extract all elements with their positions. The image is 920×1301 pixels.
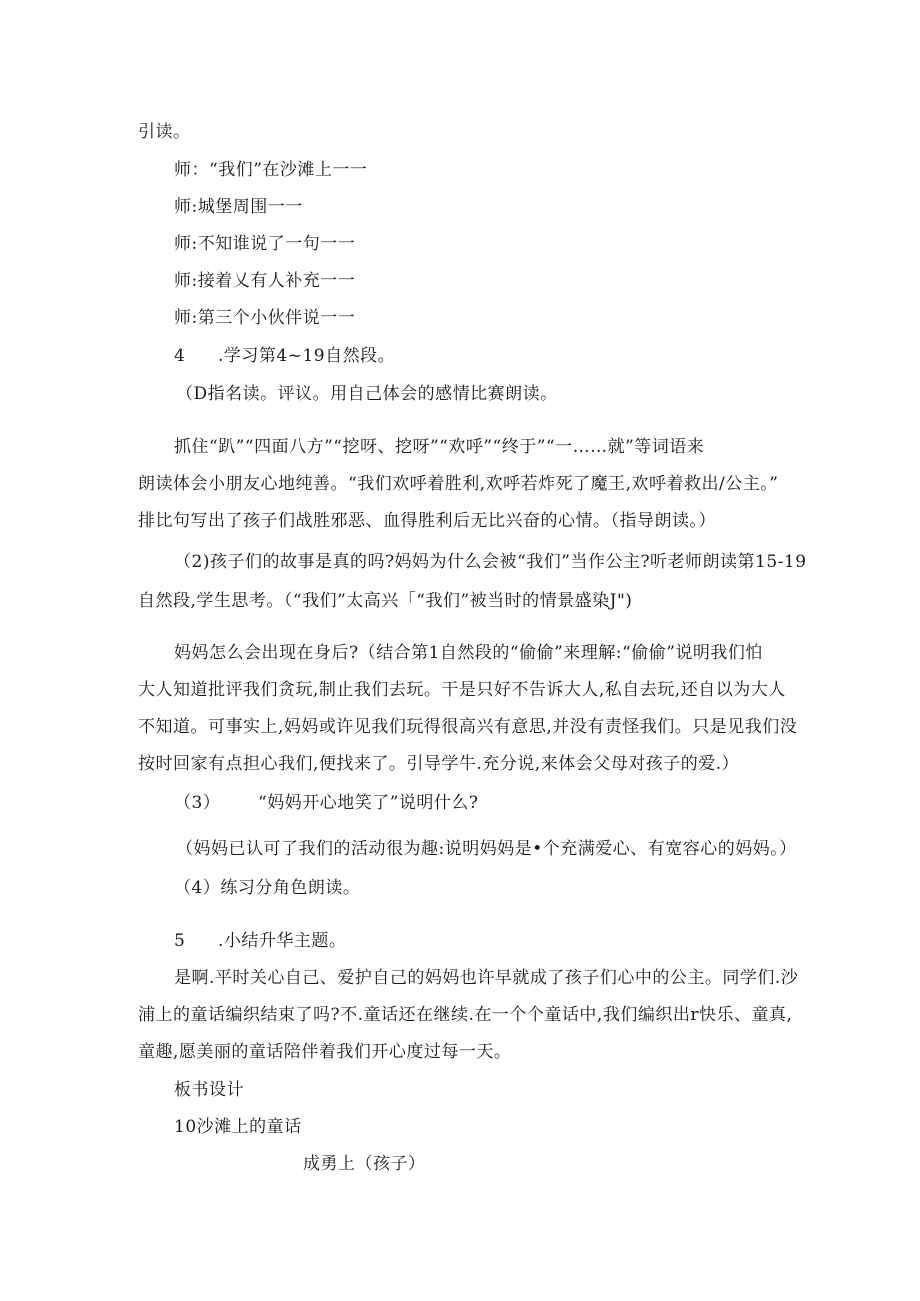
section-title: .学习第4~19自然段。 [218, 346, 396, 366]
paragraph-line: 排比句写出了孩子们战胜邪恶、血得胜利后无比兴奋的心情。（指导朗读。） [138, 511, 716, 531]
text-line: （妈妈已认可了我们的活动很为趣:说明妈妈是•个充满爱心、有宽容心的妈妈。） [176, 839, 797, 859]
text-line: 引读。 [138, 122, 191, 142]
paragraph-line: 朗读体会小朋友心地纯善。“我们欢呼着胜利,欢呼若炸死了魔王,欢呼着救出/公主。” [138, 474, 779, 494]
paragraph-line: 抓住“趴”“四面八方”“挖呀、挖呀”“欢呼”“终于”“一……就”等词语来 [174, 437, 705, 457]
text-line: 师:接着乂有人补充一一 [174, 271, 356, 291]
board-design-heading: 板书设计 [174, 1080, 244, 1100]
text-line: （D指名读。评议。用自己体会的感情比赛朗读。 [176, 384, 558, 404]
paragraph-line: 自然段,学生思考。（“我们”太高兴「“我们”被当时的情景盛染J") [138, 591, 633, 611]
section-heading [174, 930, 346, 952]
question-number: （3） [174, 793, 221, 813]
section-number: 5 [174, 931, 186, 951]
question-text: “妈妈开心地笑了”说明什么? [258, 793, 479, 813]
board-item: 成勇上（孩子） [303, 1154, 426, 1174]
text-line: 师：“我们”在沙滩上一一 [174, 160, 368, 180]
section-title: .小结升华主题。 [218, 931, 347, 951]
paragraph-line: 按时回家有点担心我们,便找来了。引导学牛.充分说,来体会父母对孩子的爱.） [138, 754, 740, 774]
paragraph-line: （2)孩子们的故事是真的吗?妈妈为什么会被“我们”当作公主?听老师朗读第15-19 [174, 552, 807, 572]
text-line: 师:城堡周围一一 [174, 197, 303, 217]
board-title: 10沙滩上的童话 [174, 1117, 302, 1137]
paragraph-line: 是啊.平时关心自己、爱护自己的妈妈也许早就成了孩子们心中的公主。同学们.沙 [174, 968, 799, 988]
question-line [174, 792, 479, 814]
paragraph-line: 大人知道批评我们贪玩,制止我们去玩。干是只好不告诉大人,私自去玩,还自以为大人 [138, 680, 786, 700]
section-number: 4 [174, 346, 186, 366]
text-line: （4）练习分角色朗读。 [174, 878, 361, 898]
text-line: 师:不知谁说了一句一一 [174, 234, 356, 254]
paragraph-line: 不知道。可事实上,妈妈或许见我们玩得很高兴有意思,并没有责怪我们。只是见我们没 [138, 717, 798, 737]
paragraph-line: 童趣,愿美丽的童话陪伴着我们开心度过每一天。 [138, 1042, 512, 1062]
section-heading [174, 345, 395, 367]
paragraph-line: 妈妈怎么会出现在身后?（结合第1自然段的“偷偷”来理解:“偷偷”说明我们怕 [174, 643, 763, 663]
text-line: 师:第三个小伙伴说一一 [174, 308, 356, 328]
paragraph-line: 浦上的童话编织结束了吗?不.童话还在继续.在一个个童话中,我们编织出r快乐、童真, [138, 1005, 793, 1025]
